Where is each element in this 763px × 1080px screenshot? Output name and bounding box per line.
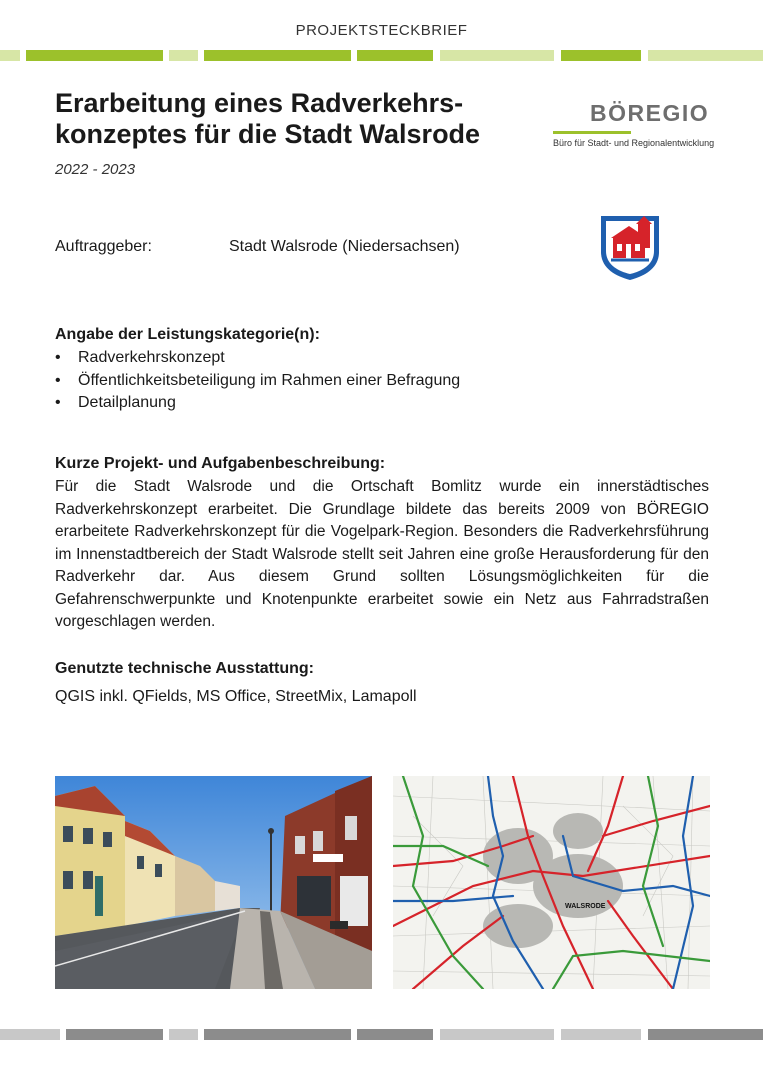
logo-underline bbox=[553, 131, 631, 134]
categories-heading: Angabe der Leistungskategorie(n): bbox=[55, 326, 320, 343]
categories-list bbox=[55, 347, 460, 415]
category-text: Detailplanung bbox=[78, 394, 176, 411]
boregio-logo-wordmark: BÖREGIO bbox=[590, 100, 710, 126]
list-item bbox=[55, 347, 460, 370]
bottom-decorative-bar bbox=[0, 1029, 763, 1040]
walsrode-coat-of-arms-icon bbox=[599, 214, 661, 282]
bullet-glyph: • bbox=[55, 371, 61, 389]
top-decorative-bar bbox=[0, 50, 763, 61]
client-label: Auftraggeber: bbox=[55, 238, 152, 255]
list-item bbox=[55, 370, 460, 393]
project-title-line2: konzeptes für die Stadt Walsrode bbox=[55, 119, 481, 149]
document-type-label: PROJEKTSTECKBRIEF bbox=[295, 22, 468, 39]
bullet-glyph: • bbox=[55, 394, 61, 411]
cycling-network-map bbox=[393, 776, 710, 989]
project-years: 2022 - 2023 bbox=[55, 161, 136, 178]
client-value: Stadt Walsrode (Niedersachsen) bbox=[229, 238, 460, 255]
category-text: Öffentlichkeitsbeteiligung im Rahmen einer Befragung bbox=[78, 371, 461, 389]
description-text: Für die Stadt Walsrode und die Ortschaft Bomlitz wurde ein innerstädtisches Radverkehrskonzept erarbeitet. Die Grundlage bildete das bereits 2009 von BÖREGIO erarbeitete Radverkehrskonzept für die Vogelpark-Region. Besonders die Radverkehrsführung im Innenstadtbereich der Stadt Walsrode stellt seit Jahren eine große Herausforderung für den Radverkehr dar. Aus diesem Grund sollten Lösungsmöglichkeiten für die Gefahrenschwerpunkte und Knotenpunkte erarbeitet sowie ein Netz aus Fahrradstraßen vorgeschlagen werden. bbox=[55, 478, 709, 630]
project-title-line1: Erarbeitung eines Radverkehrs- bbox=[55, 88, 464, 118]
list-item bbox=[55, 392, 460, 415]
bullet-glyph: • bbox=[55, 349, 61, 366]
equipment-text: QGIS inkl. QFields, MS Office, StreetMix, Lamapoll bbox=[55, 688, 417, 705]
street-photo bbox=[55, 776, 372, 989]
description-heading: Kurze Projekt- und Aufgabenbeschreibung: bbox=[55, 455, 386, 472]
boregio-logo-tagline: Büro für Stadt- und Regionalentwicklung bbox=[553, 138, 715, 148]
equipment-heading: Genutzte technische Ausstattung: bbox=[55, 660, 314, 677]
category-text: Radverkehrskonzept bbox=[78, 349, 225, 366]
project-title bbox=[55, 88, 545, 150]
map-town-label: WALSRODE bbox=[565, 903, 606, 910]
